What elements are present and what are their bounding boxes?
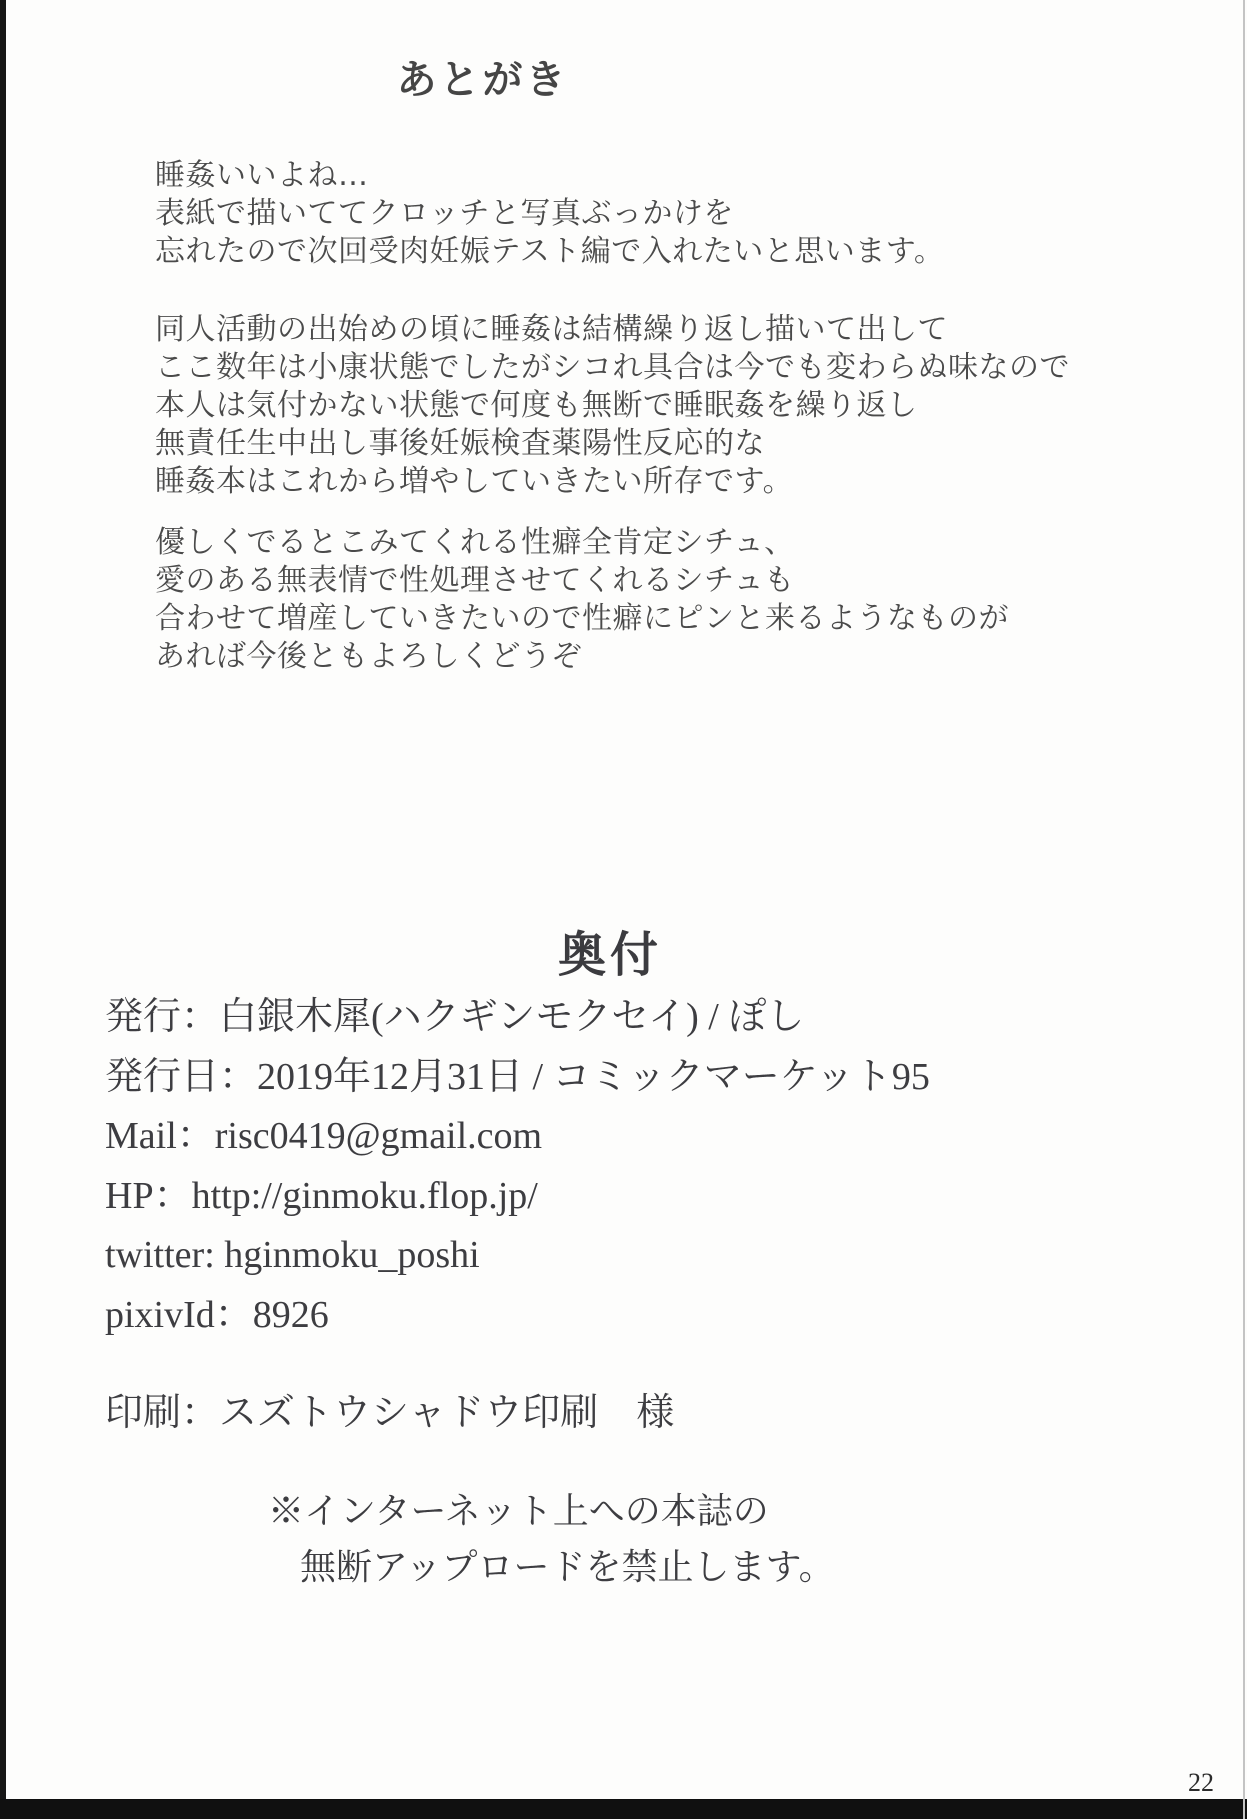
notice-line: ※インターネット上への本誌の (268, 1491, 769, 1531)
scan-bottom-border (0, 1799, 1247, 1819)
colophon-entry-publish-date: 発行日：2019年12月31日 / コミックマーケット95 (105, 1055, 930, 1098)
text-line: 同人活動の出始めの頃に睡姦は結構繰り返し描いて出して (155, 312, 948, 347)
colophon-entry-pixiv-id: pixivId：8926 (105, 1293, 329, 1336)
afterword-paragraph-1 (155, 157, 944, 271)
text-line: 睡姦いいよね… (155, 158, 369, 193)
colophon-printer: 印刷：スズトウシャドウ印刷 様 (105, 1392, 675, 1434)
colophon-title: 奥付 (557, 929, 662, 982)
text-line: 無責任生中出し事後妊娠検査薬陽性反応的な (155, 426, 765, 461)
colophon-entry-mail: Mail：risc0419@gmail.com (105, 1115, 543, 1157)
text-line: ここ数年は小康状態でしたがシコれ具合は今でも変わらぬ味なので (155, 350, 1070, 385)
text-line: 本人は気付かない状態で何度も無断で睡眠姦を繰り返し (155, 388, 918, 423)
upload-prohibition-notice (268, 1483, 835, 1595)
afterword-paragraph-3 (155, 524, 1009, 676)
notice-line: 無断アップロードを禁止します。 (300, 1547, 835, 1587)
page-title: あとがき (396, 57, 569, 103)
colophon-entry-homepage: HP：http://ginmoku.flop.jp/ (105, 1174, 538, 1217)
text-line: 表紙で描いててクロッチと写真ぶっかけを (155, 196, 734, 231)
colophon-entry-twitter: twitter: hginmoku_poshi (105, 1234, 480, 1276)
scan-left-border (0, 0, 6, 1819)
text-line: 愛のある無表情で性処理させてくれるシチュも (155, 563, 795, 598)
text-line: 忘れたので次回受肉妊娠テスト編で入れたいと思います。 (155, 234, 945, 269)
text-line: 睡姦本はこれから増やしていきたい所存です。 (155, 464, 794, 499)
text-line: 合わせて増産していきたいので性癖にピンと来るようなものが (155, 601, 1009, 636)
afterword-paragraph-2 (155, 311, 1070, 501)
page-number: 22 (1188, 1768, 1214, 1797)
scan-right-border (1243, 0, 1245, 1819)
text-line: 優しくでるとこみてくれる性癖全肯定シチュ、 (155, 525, 795, 560)
text-line: あれば今後ともよろしくどうぞ (155, 639, 582, 674)
colophon-entries (105, 988, 930, 1345)
colophon-entry-publisher: 発行：白銀木犀(ハクギンモクセイ) / ぽし (105, 996, 805, 1038)
